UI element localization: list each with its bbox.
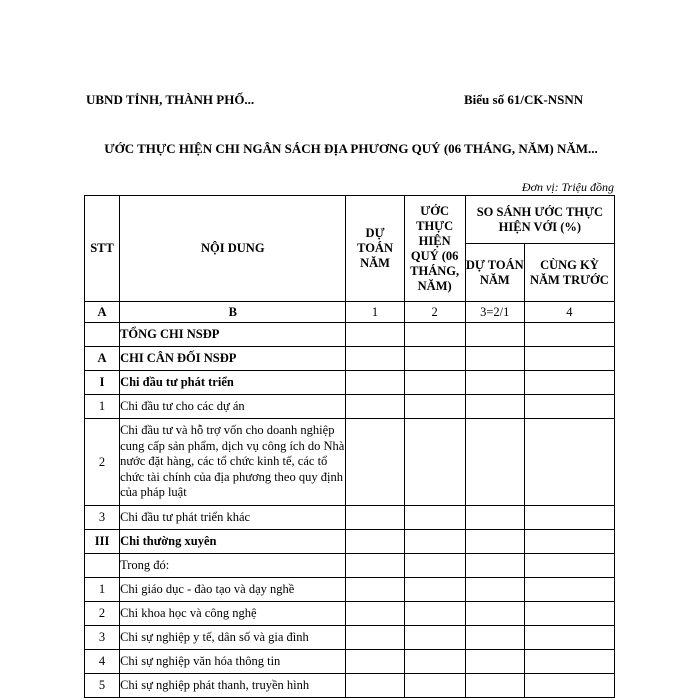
agency-header: UBND TỈNH, THÀNH PHỐ... bbox=[86, 92, 255, 107]
cell-ss-cung-ky bbox=[524, 674, 614, 698]
row-stt: III bbox=[85, 530, 120, 554]
table-row bbox=[85, 419, 615, 506]
code-so-sanh-du-toan: 3=2/1 bbox=[465, 302, 524, 323]
row-stt bbox=[85, 323, 120, 347]
cell-uoc bbox=[404, 578, 465, 602]
code-so-sanh-cung-ky: 4 bbox=[524, 302, 614, 323]
cell-uoc bbox=[404, 371, 465, 395]
cell-ss-du-toan bbox=[465, 506, 524, 530]
row-stt: 2 bbox=[85, 419, 120, 506]
cell-ss-cung-ky bbox=[524, 626, 614, 650]
form-number: Biểu số 61/CK-NSNN bbox=[464, 92, 584, 107]
cell-ss-du-toan bbox=[465, 554, 524, 578]
row-content: Chi sự nghiệp y tế, dân số và gia đình bbox=[120, 626, 346, 650]
table-row bbox=[85, 674, 615, 698]
cell-uoc bbox=[404, 650, 465, 674]
cell-ss-cung-ky bbox=[524, 554, 614, 578]
cell-du-toan bbox=[346, 323, 404, 347]
cell-du-toan bbox=[346, 554, 404, 578]
cell-ss-cung-ky bbox=[524, 530, 614, 554]
row-stt: 1 bbox=[85, 578, 120, 602]
row-stt: A bbox=[85, 347, 120, 371]
cell-ss-cung-ky bbox=[524, 419, 614, 506]
cell-ss-du-toan bbox=[465, 650, 524, 674]
row-content: Chi sự nghiệp văn hóa thông tin bbox=[120, 650, 346, 674]
table-row bbox=[85, 578, 615, 602]
unit-label: Đơn vị: Triệu đồng bbox=[521, 180, 614, 194]
table-row bbox=[85, 530, 615, 554]
table-row bbox=[85, 554, 615, 578]
cell-ss-cung-ky bbox=[524, 323, 614, 347]
cell-uoc bbox=[404, 602, 465, 626]
row-content: Chi đầu tư phát triển bbox=[120, 371, 346, 395]
cell-ss-cung-ky bbox=[524, 347, 614, 371]
header-content: NỘI DUNG bbox=[120, 196, 346, 302]
code-du-toan: 1 bbox=[346, 302, 404, 323]
code-uoc: 2 bbox=[404, 302, 465, 323]
row-stt: 2 bbox=[85, 602, 120, 626]
cell-du-toan bbox=[346, 626, 404, 650]
cell-uoc bbox=[404, 626, 465, 650]
table-row bbox=[85, 650, 615, 674]
cell-du-toan bbox=[346, 371, 404, 395]
cell-du-toan bbox=[346, 419, 404, 506]
cell-uoc bbox=[404, 530, 465, 554]
cell-du-toan bbox=[346, 530, 404, 554]
cell-uoc bbox=[404, 554, 465, 578]
header-so-sanh: SO SÁNH ƯỚC THỰC HIỆN VỚI (%) bbox=[465, 196, 614, 244]
cell-ss-du-toan bbox=[465, 395, 524, 419]
cell-ss-du-toan bbox=[465, 347, 524, 371]
table-row bbox=[85, 506, 615, 530]
header-stt: STT bbox=[85, 196, 120, 302]
code-stt: A bbox=[85, 302, 120, 323]
row-stt: 4 bbox=[85, 650, 120, 674]
cell-du-toan bbox=[346, 602, 404, 626]
cell-ss-cung-ky bbox=[524, 371, 614, 395]
row-stt: 1 bbox=[85, 395, 120, 419]
cell-uoc bbox=[404, 506, 465, 530]
cell-ss-du-toan bbox=[465, 371, 524, 395]
cell-uoc bbox=[404, 395, 465, 419]
row-stt: I bbox=[85, 371, 120, 395]
table-row bbox=[85, 626, 615, 650]
budget-table bbox=[84, 195, 615, 698]
header-so-sanh-du-toan: DỰ TOÁN NĂM bbox=[465, 244, 524, 302]
cell-ss-du-toan bbox=[465, 419, 524, 506]
table-row bbox=[85, 395, 615, 419]
cell-ss-du-toan bbox=[465, 626, 524, 650]
row-content: Chi đầu tư cho các dự án bbox=[120, 395, 346, 419]
cell-du-toan bbox=[346, 578, 404, 602]
table-row bbox=[85, 371, 615, 395]
row-content: Chi khoa học và công nghệ bbox=[120, 602, 346, 626]
row-content: Trong đó: bbox=[120, 554, 346, 578]
row-content: Chi thường xuyên bbox=[120, 530, 346, 554]
row-stt: 3 bbox=[85, 626, 120, 650]
cell-ss-cung-ky bbox=[524, 395, 614, 419]
row-stt bbox=[85, 554, 120, 578]
row-content: Chi đầu tư và hỗ trợ vốn cho doanh nghiệp cung cấp sản phẩm, dịch vụ công ích do Nhà nước đặt hàng, các tổ chức kinh tế, các tổ chức tài chính của địa phương theo quy định của pháp luật bbox=[120, 419, 346, 506]
header-so-sanh-cung-ky: CÙNG KỲ NĂM TRƯỚC bbox=[524, 244, 614, 302]
row-content: Chi giáo dục - đào tạo và dạy nghề bbox=[120, 578, 346, 602]
row-content: Chi sự nghiệp phát thanh, truyền hình bbox=[120, 674, 346, 698]
table-row bbox=[85, 347, 615, 371]
row-content: TỔNG CHI NSĐP bbox=[120, 323, 346, 347]
table-row bbox=[85, 602, 615, 626]
header-du-toan: DỰ TOÁN NĂM bbox=[346, 196, 404, 302]
cell-ss-cung-ky bbox=[524, 650, 614, 674]
cell-uoc bbox=[404, 419, 465, 506]
table-row bbox=[85, 323, 615, 347]
cell-ss-cung-ky bbox=[524, 578, 614, 602]
cell-ss-cung-ky bbox=[524, 602, 614, 626]
cell-ss-du-toan bbox=[465, 674, 524, 698]
row-stt: 5 bbox=[85, 674, 120, 698]
cell-uoc bbox=[404, 674, 465, 698]
cell-du-toan bbox=[346, 395, 404, 419]
row-content: CHI CÂN ĐỐI NSĐP bbox=[120, 347, 346, 371]
code-content: B bbox=[120, 302, 346, 323]
header-uoc-thuc-hien: ƯỚC THỰC HIỆN QUÝ (06 THÁNG, NĂM) bbox=[404, 196, 465, 302]
row-stt: 3 bbox=[85, 506, 120, 530]
cell-ss-du-toan bbox=[465, 323, 524, 347]
row-content: Chi đầu tư phát triển khác bbox=[120, 506, 346, 530]
cell-du-toan bbox=[346, 650, 404, 674]
cell-ss-du-toan bbox=[465, 602, 524, 626]
cell-ss-du-toan bbox=[465, 578, 524, 602]
cell-ss-cung-ky bbox=[524, 506, 614, 530]
cell-ss-du-toan bbox=[465, 530, 524, 554]
cell-du-toan bbox=[346, 674, 404, 698]
cell-du-toan bbox=[346, 506, 404, 530]
document-title: ƯỚC THỰC HIỆN CHI NGÂN SÁCH ĐỊA PHƯƠNG QUÝ (06 THÁNG, NĂM) NĂM... bbox=[104, 141, 598, 156]
cell-uoc bbox=[404, 323, 465, 347]
cell-uoc bbox=[404, 347, 465, 371]
cell-du-toan bbox=[346, 347, 404, 371]
